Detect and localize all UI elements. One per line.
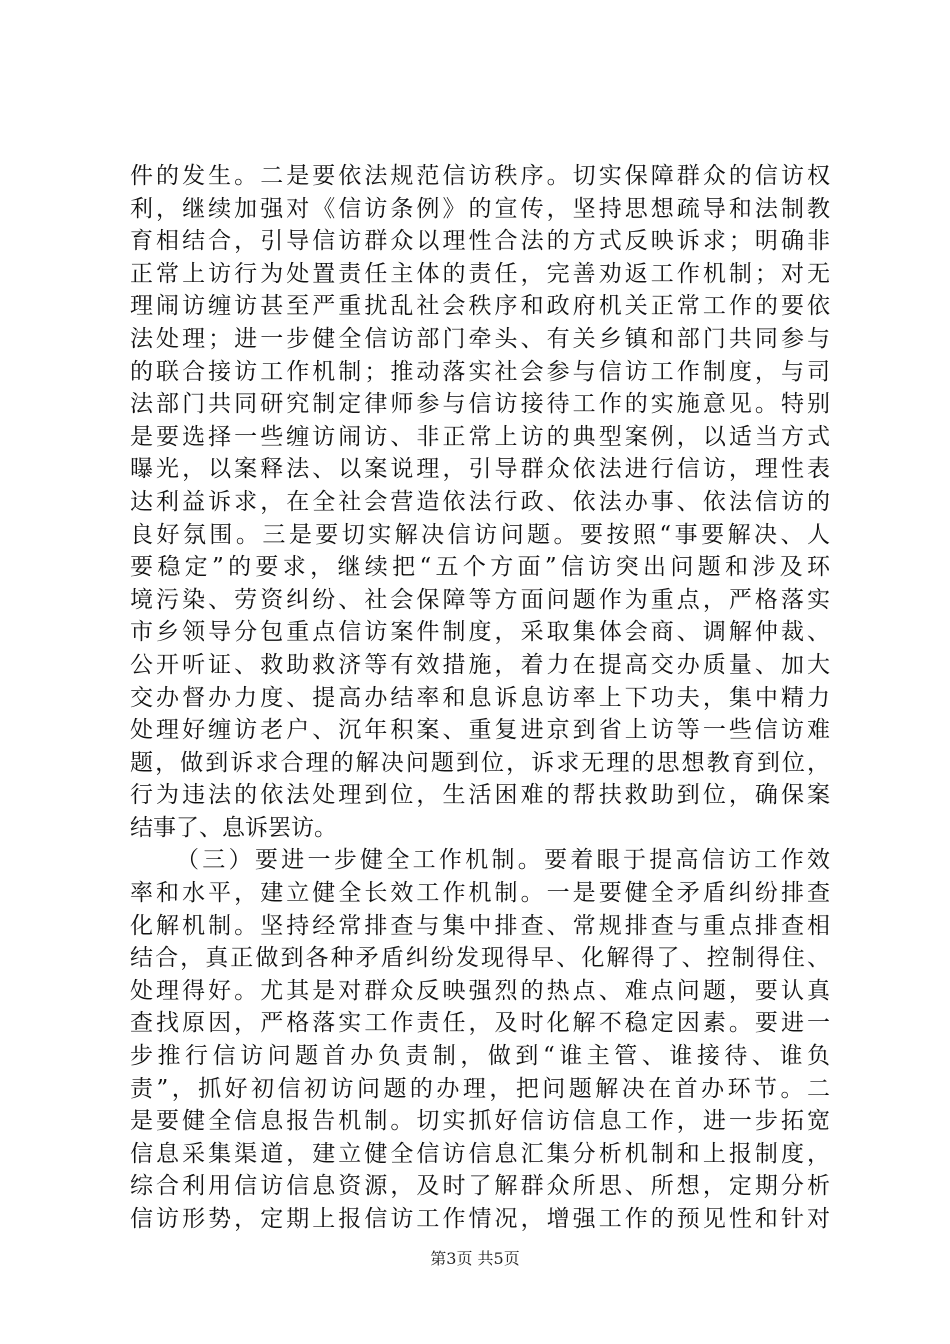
text-line: 要稳定”的要求，继续把“五个方面”信访突出问题和涉及环 (130, 554, 830, 581)
text-line: 曝光，以案释法、以案说理，引导群众依法进行信访，理性表 (130, 456, 830, 483)
text-line: 综合利用信访信息资源，及时了解群众所思、所想，定期分析 (130, 1173, 830, 1200)
text-line: 正常上访行为处置责任主体的责任，完善劝返工作机制；对无 (130, 260, 830, 287)
text-line: 率和水平，建立健全长效工作机制。一是要健全矛盾纠纷排查 (130, 880, 830, 907)
text-line: 行为违法的依法处理到位，生活困难的帮扶救助到位，确保案 (130, 782, 830, 809)
text-line: 利，继续加强对《信访条例》的宣传，坚持思想疏导和法制教 (130, 195, 830, 222)
text-line: 法处理；进一步健全信访部门牵头、有关乡镇和部门共同参与 (130, 325, 830, 352)
text-line: 步推行信访问题首办负责制，做到“谁主管、谁接待、谁负 (130, 1043, 830, 1070)
page-footer: 第3页 共5页 (430, 1249, 520, 1268)
text-line: 是要选择一些缠访闹访、非正常上访的典型案例，以适当方式 (130, 423, 830, 450)
paragraph-section-three (130, 844, 830, 1235)
text-line: 育相结合，引导信访群众以理性合法的方式反映诉求；明确非 (130, 228, 830, 255)
text-line: 查找原因，严格落实工作责任，及时化解不稳定因素。要进一 (130, 1010, 830, 1037)
text-line: 化解机制。坚持经常排查与集中排查、常规排查与重点排查相 (130, 912, 830, 939)
text-line: 处理得好。尤其是对群众反映强烈的热点、难点问题，要认真 (130, 977, 830, 1004)
text-line: 的联合接访工作机制；推动落实社会参与信访工作制度，与司 (130, 358, 830, 385)
text-line: 境污染、劳资纠纷、社会保障等方面问题作为重点，严格落实 (130, 586, 830, 613)
text-line: 交办督办力度、提高办结率和息诉息访率上下功夫，集中精力 (130, 684, 830, 711)
text-line: 公开听证、救助救济等有效措施，着力在提高交办质量、加大 (130, 651, 830, 678)
text-line: 责”，抓好初信初访问题的办理，把问题解决在首办环节。二 (130, 1075, 830, 1102)
document-body (130, 160, 830, 1236)
text-line: 结合，真正做到各种矛盾纠纷发现得早、化解得了、控制得住、 (130, 945, 830, 972)
text-line: 件的发生。二是要依法规范信访秩序。切实保障群众的信访权 (130, 163, 830, 189)
text-line: 信息采集渠道，建立健全信访信息汇集分析机制和上报制度， (130, 1140, 830, 1167)
text-line: 题，做到诉求合理的解决问题到位，诉求无理的思想教育到位， (130, 749, 830, 776)
text-line: 结事了、息诉罢访。 (130, 814, 337, 841)
text-line: （三）要进一步健全工作机制。要着眼于提高信访工作效 (176, 847, 830, 874)
text-line: 理闹访缠访甚至严重扰乱社会秩序和政府机关正常工作的要依 (130, 293, 830, 320)
text-line: 信访形势，定期上报信访工作情况，增强工作的预见性和针对 (130, 1206, 830, 1232)
text-line: 法部门共同研究制定律师参与信访接待工作的实施意见。特别 (130, 391, 830, 418)
text-line: 是要健全信息报告机制。切实抓好信访信息工作，进一步拓宽 (130, 1108, 830, 1135)
paragraph-continuation (130, 160, 830, 844)
text-line: 良好氛围。三是要切实解决信访问题。要按照“事要解决、人 (130, 521, 830, 548)
text-line: 市乡领导分包重点信访案件制度，采取集体会商、调解仲裁、 (130, 619, 830, 646)
text-line: 达利益诉求，在全社会营造依法行政、依法办事、依法信访的 (130, 488, 830, 515)
text-line: 处理好缠访老户、沉年积案、重复进京到省上访等一些信访难 (130, 717, 830, 744)
